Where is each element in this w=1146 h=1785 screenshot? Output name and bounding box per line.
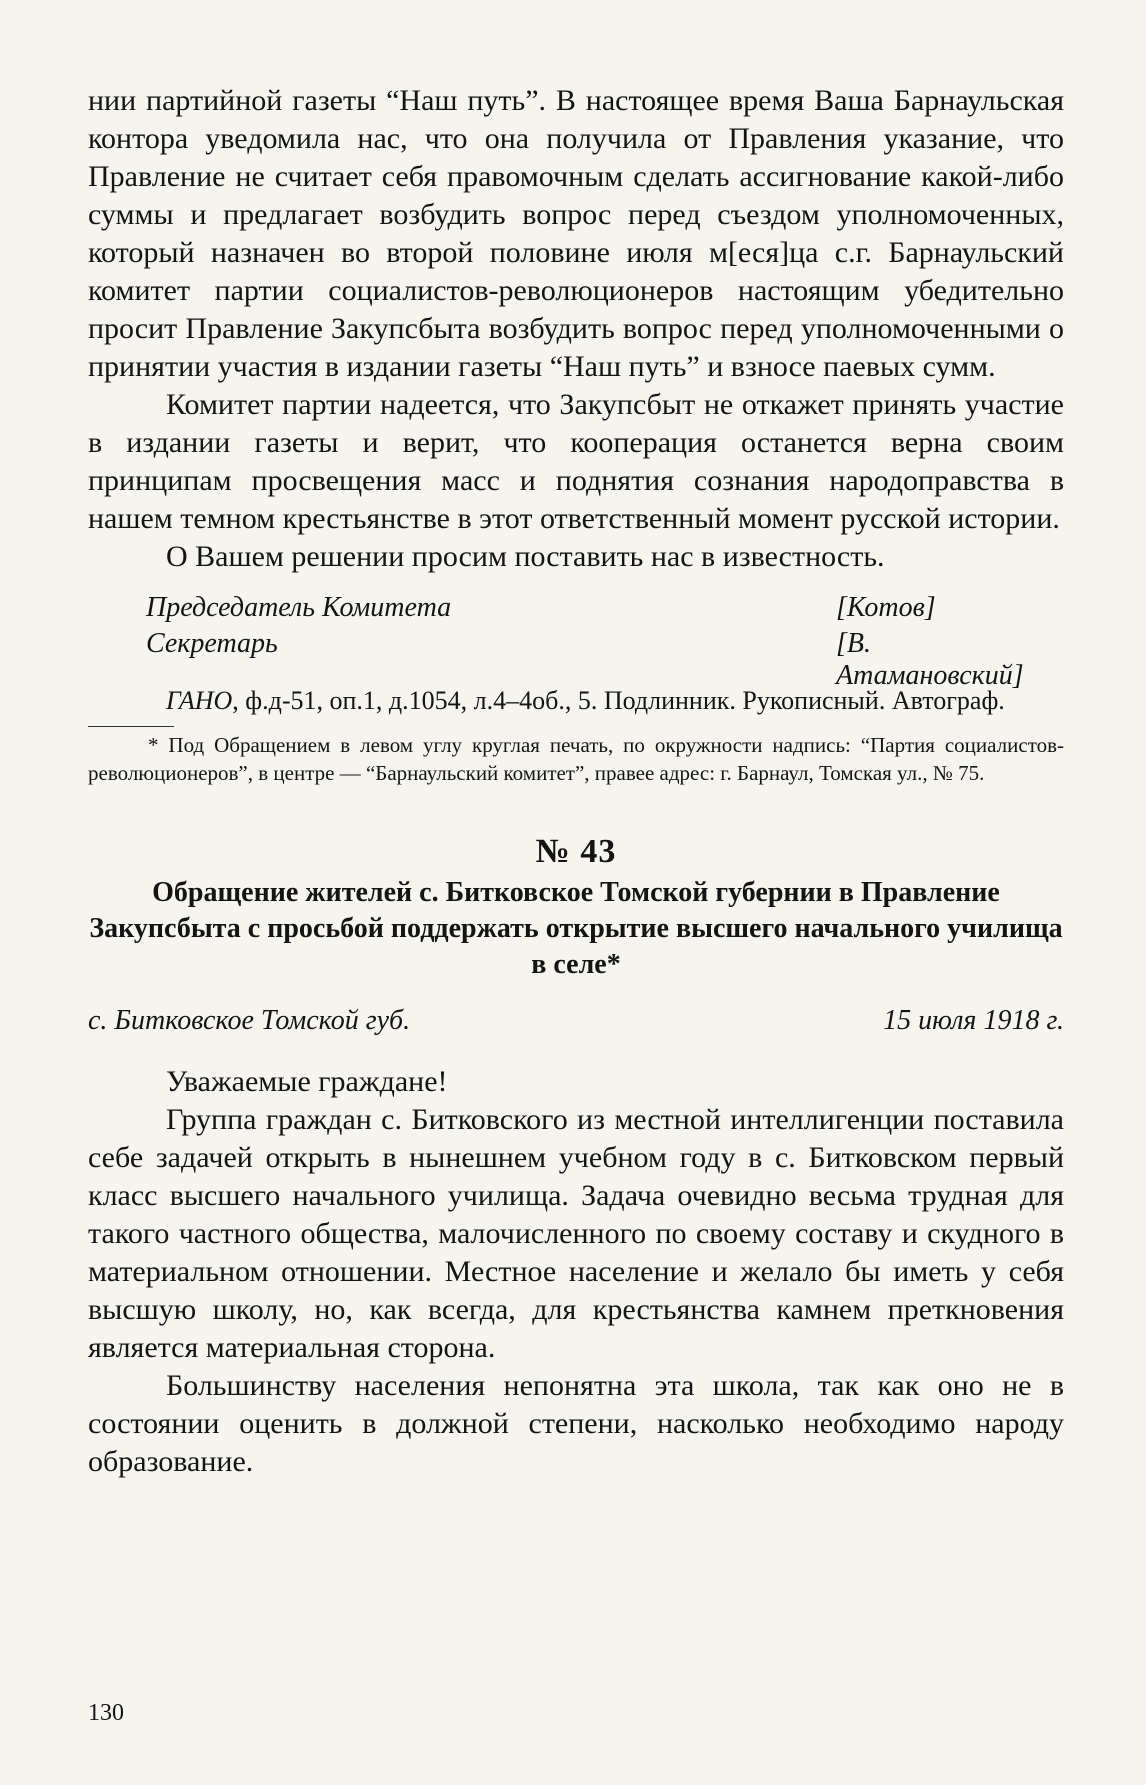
chairman-name: [Котов] xyxy=(836,592,936,623)
place-date-line xyxy=(88,1005,1064,1045)
document-place: с. Битковское Томской губ. xyxy=(88,1005,411,1036)
greeting: Уважаемые граждане! xyxy=(166,1065,448,1098)
secretary-name: [В. Атамановский] xyxy=(836,628,1024,691)
chairman-title: Председатель Комитета xyxy=(146,592,452,623)
paragraph: Группа граждан с. Битковского из местной интеллигенции поставила себе задачей открыть в нынешнем учебном году в с. Битковском первый класс высшего начального училища. Задача очевидно весьма трудная для такого частного общества, малочисленного по своему составу и скудного в материальном отношении. Местное население и желало бы иметь у себя высшую школу, но, как всегда, для крестьянства камнем преткновения является материальная сторона. xyxy=(88,1103,1064,1364)
paragraph: нии партийной газеты “Наш путь”. В настоящее время Ваша Барнаульская контора уведомила нас, что она получила от Правления указание, что Правление не считает себя правомочным сделать ассигнование какой-либо суммы и предлагает возбудить вопрос перед съездом уполномоченных, который назначен во второй половине июля м[еся]ца с.г. Барнаульский комитет партии социалистов-революционеров настоящим убедительно просит Правление Закупсбыта возбудить вопрос перед уполномоченными о принятии участия в издании газеты “Наш путь” и взносе паевых сумм. xyxy=(88,84,1064,383)
document-date: 15 июля 1918 г. xyxy=(883,1005,1064,1036)
paragraph: О Вашем решении просим поставить нас в известность. xyxy=(166,540,885,573)
paragraph: Большинству населения непонятна эта школа, так как оно не в состоянии оценить в должной степени, насколько необходимо народу образование. xyxy=(88,1369,1064,1478)
footnote: * Под Обращением в левом углу круглая печать, по окружности надпись: “Партия социалистов-революционеров”, в центре — “Барнаульский комитет”, правее адрес: г. Барнаул, Томская ул., № 75. xyxy=(88,733,1064,785)
paragraph: Комитет партии надеется, что Закупсбыт не откажет принять участие в издании газеты и верит, что кооперация останется верна своим принципам просвещения масс и поднятия сознания народоправства в нашем темном крестьянстве в этот ответственный момент русской истории. xyxy=(88,388,1064,535)
archive-reference: , ф.д-51, оп.1, д.1054, л.4–4об., 5. Подлинник. Рукописный. Автограф. xyxy=(232,686,1005,715)
page-number: 130 xyxy=(88,1700,124,1726)
archive-abbrev: ГАНО xyxy=(166,686,233,715)
signature-block xyxy=(88,592,1064,691)
footnote-divider xyxy=(88,726,174,727)
document-number: № 43 xyxy=(535,833,617,870)
page-body xyxy=(88,82,1064,1481)
secretary-title: Секретарь xyxy=(146,628,278,659)
document-title: Обращение жителей с. Битковское Томской губернии в Правление Закупсбыта с просьбой поддержать открытие высшего начального училища в селе* xyxy=(89,877,1063,980)
